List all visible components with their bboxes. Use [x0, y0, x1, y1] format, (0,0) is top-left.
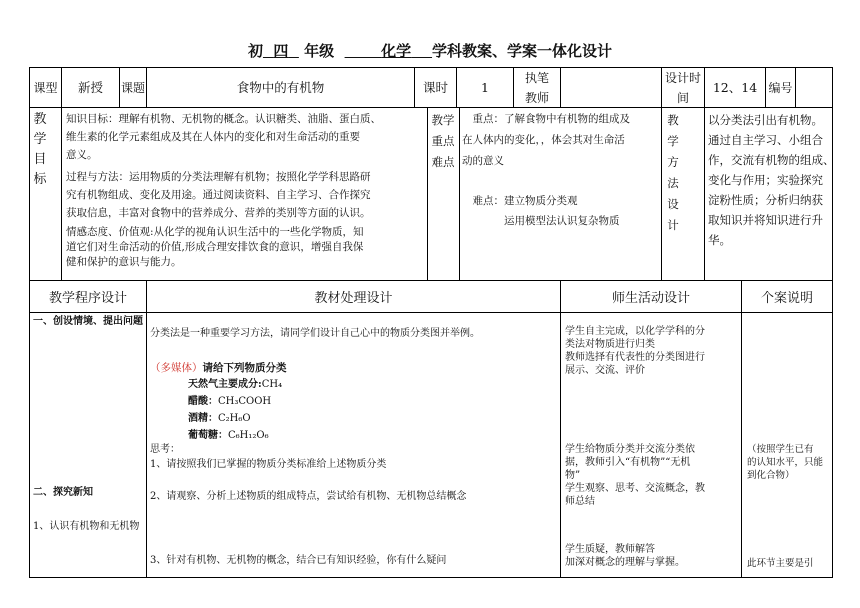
hours-value: 1	[481, 80, 489, 95]
media-tag: （多媒体）	[150, 362, 203, 374]
key-points-label: 教学重点难点	[431, 113, 455, 169]
goals-line: 究有机物组成、变化及用途。通过阅读资料、自主学习、合作探究	[66, 189, 371, 201]
note-block-2: 此环节主要是引	[747, 558, 814, 569]
content-task: 请给下列物质分类	[202, 362, 287, 374]
content-think: 思考：	[150, 444, 180, 455]
header-program: 教学程序设计	[48, 291, 127, 306]
title-grade-word: 年级	[304, 42, 335, 60]
header-activity: 师生活动设计	[611, 291, 690, 306]
note-line: 到化合物）	[747, 470, 795, 481]
note-line: （按照学生已有	[747, 444, 814, 455]
document-title	[0, 40, 860, 61]
activity-line: 学生给物质分类并交流分类依	[565, 444, 695, 455]
number-label: 编号	[768, 80, 793, 95]
substance-item: 酒精：C₂H₆O	[188, 413, 251, 424]
header-notes: 个案说明	[760, 291, 813, 306]
activity-line: 学生观察、思考、交流概念，教	[565, 483, 705, 494]
topic-value: 食物中的有机物	[236, 80, 325, 95]
date-value: 12、14	[712, 80, 758, 95]
activity-line: 物”	[565, 470, 581, 481]
activity-line: 师总结	[565, 496, 595, 507]
date-label: 设计时间	[665, 70, 702, 105]
content-question-1: 1、请按照我们已掌握的物质分类标准给上述物质分类	[150, 459, 387, 470]
type-label: 课型	[33, 80, 58, 95]
content-question-2: 2、请观察、分析上述物质的组成特点，尝试给有机物、无机物总结概念	[150, 491, 467, 502]
key-points-line: 在人体内的变化，，体会其对生命活	[462, 134, 625, 146]
header-content: 教材处理设计	[314, 291, 393, 306]
goals-label: 教学目标	[33, 112, 47, 187]
teacher-value	[561, 68, 661, 107]
goals-line: 健和保护的意识与能力。	[66, 256, 182, 268]
method-line: 华。	[708, 233, 731, 247]
title-grade: 四	[273, 42, 289, 60]
topic-label: 课题	[120, 80, 145, 95]
goals-line: 情感态度、价值观:从化学的视角认识生活中的一些化学物质，知	[66, 226, 364, 238]
goals-line: 意义。	[66, 149, 98, 161]
key-points-line: 动的意义	[462, 155, 504, 167]
step-2: 二、探究新知	[33, 487, 93, 498]
hours-label: 课时	[422, 80, 448, 95]
goals-line: 知识目标：理解有机物、无机物的概念。认识糖类、油脂、蛋白质、	[66, 113, 381, 125]
goals-line: 获取信息，丰富对食物中的营养成分、营养的类别等方面的认识。	[66, 207, 371, 219]
method-line: 变化与作用；实验探究	[708, 173, 823, 187]
method-line: 通过自主学习、小组合	[708, 133, 823, 147]
activity-line: 教师选择有代表性的分类图进行	[565, 352, 705, 363]
key-points-line: 重点：了解食物中有机物的组成及	[462, 113, 630, 125]
activity-line: 学生质疑，教师解答	[565, 544, 655, 555]
title-prefix: 初	[247, 42, 263, 60]
activity-line: 据，教师引入“有机物”“无机	[565, 457, 691, 468]
activity-line: 加深对概念的理解与掌握。	[565, 557, 685, 568]
goals-line: 维生素的化学元素组成及其在人体内的变化和对生命活动的重要	[66, 131, 360, 143]
teacher-label: 执笔教师	[524, 70, 549, 105]
method-label: 教学方法设计	[667, 113, 679, 232]
number-value	[796, 68, 832, 107]
goals-line: 过程与方法：运用物质的分类法理解有机物；按照化学学科思路研	[66, 171, 371, 183]
step-1: 一、创设情境、提出问题	[33, 316, 143, 327]
content-intro: 分类法是一种重要学习方法，请同学们设计自己心中的物质分类图并举例。	[150, 328, 480, 339]
key-points-line: 难点：建立物质分类观	[462, 195, 578, 207]
substance-item: 醋酸：CH₃COOH	[188, 396, 272, 407]
substance-item: 葡萄糖：C₆H₁₂O₆	[188, 430, 269, 441]
content-task-line	[150, 360, 287, 375]
method-line: 取知识并将知识进行升	[708, 213, 823, 227]
activity-line: 类法对物质进行归类	[565, 339, 655, 350]
note-line: 的认知水平，只能	[747, 457, 824, 468]
activity-line: 学生自主完成，以化学学科的分	[565, 326, 705, 337]
method-line: 作，交流有机物的组成、	[708, 153, 835, 167]
key-points-line: 运用模型法认识复杂物质	[462, 215, 620, 227]
method-line: 淀粉性质；分析归纳获	[708, 193, 823, 207]
content-question-3: 3、针对有机物、无机物的概念，结合已有知识经验，你有什么疑问	[150, 555, 447, 566]
type-value: 新授	[77, 80, 103, 95]
step-2-sub: 1、认识有机物和无机物	[33, 521, 140, 532]
substance-item: 天然气主要成分:CH₄	[188, 379, 283, 390]
activity-line: 展示、交流、评价	[565, 365, 645, 376]
method-line: 以分类法引出有机物。	[708, 113, 823, 127]
goals-line: 道它们对生命活动的价值,形成合理安排饮食的意识，增强自我保	[66, 241, 364, 253]
title-suffix: 学科教案、学案一体化设计	[432, 42, 613, 60]
title-subject: 化学	[381, 42, 412, 60]
